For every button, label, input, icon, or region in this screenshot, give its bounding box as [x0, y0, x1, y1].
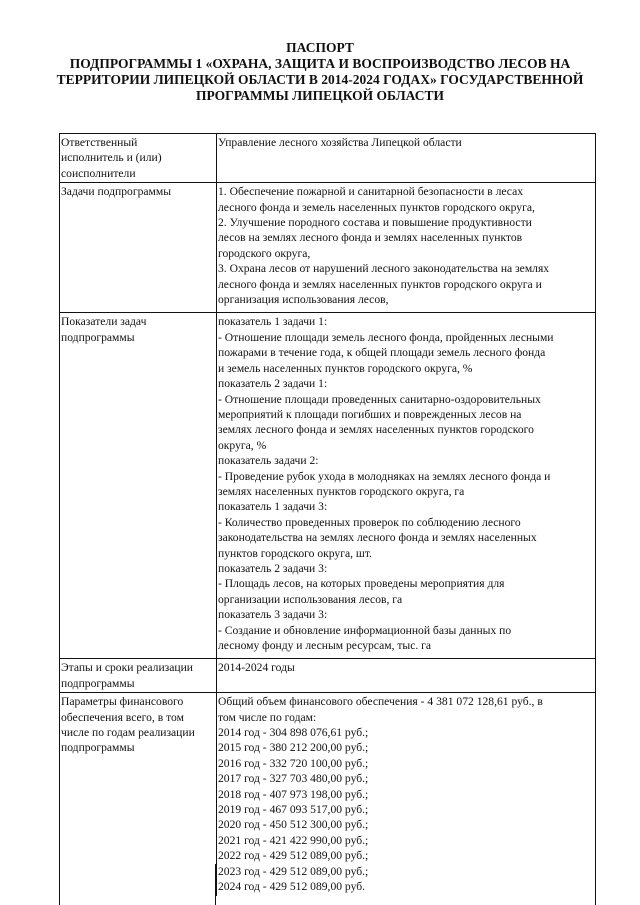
heading-line: ПОДПРОГРАММЫ 1 «ОХРАНА, ЗАЩИТА И ВОСПРОИЗВОДСТВО ЛЕСОВ НА [69, 56, 571, 71]
heading-line: ПАСПОРТ [286, 40, 354, 55]
row-content-line: лесов на землях лесного фонда и землях населенных пунктов [218, 231, 523, 245]
row-content-line: лесному фонду и лесным ресурсам, тыс. га [218, 639, 432, 652]
row-content-line: 2020 год - 450 512 300,00 руб.; [218, 818, 369, 832]
row-content-line: мероприятий к площади погибших и поврежденных лесов на [218, 407, 522, 421]
row-content-line: показатель 3 задачи 3: [218, 608, 328, 622]
row-content-cell [217, 183, 596, 313]
row-content-line: округа, % [218, 438, 267, 452]
passport-heading [40, 40, 600, 104]
row-content-line: Управление лесного хозяйства Липецкой области [218, 136, 462, 149]
row-content-line: 3. Охрана лесов от нарушений лесного законодательства на землях [218, 262, 550, 276]
passport-row [60, 134, 596, 183]
heading-line: ПРОГРАММЫ ЛИПЕЦКОЙ ОБЛАСТИ [195, 88, 445, 103]
row-content-line: 2022 год - 429 512 089,00 руб.; [218, 849, 369, 863]
row-content-cell [217, 313, 596, 659]
row-content-line: 2014 год - 304 898 076,61 руб.; [218, 726, 369, 740]
row-content-line: показатель 1 задачи 3: [218, 500, 328, 514]
row-content-line: 2024 год - 429 512 089,00 руб. [218, 880, 366, 894]
row-content-line: лесного фонда и земель населенных пунктов городского округа, [218, 200, 535, 214]
row-label-cell [60, 134, 217, 183]
row-label-line: Задачи подпрограммы [61, 185, 171, 199]
row-content-line: показатель 2 задачи 1: [218, 377, 328, 391]
row-content-cell [217, 134, 596, 183]
row-label-line: Показатели задач [61, 315, 147, 329]
row-content-line: Общий объем финансового обеспечения - 4 381 072 128,61 руб., в [218, 695, 543, 709]
row-content-line: 2023 год - 429 512 089,00 руб.; [218, 864, 369, 878]
row-content-line: землях лесного фонда и землях населенных пунктов городского [218, 423, 534, 437]
row-content-line: 2017 год - 327 703 480,00 руб.; [218, 772, 369, 786]
row-content-line: организации использования лесов, га [218, 592, 403, 606]
row-content-line: - Количество проведенных проверок по соблюдению лесного [218, 515, 521, 529]
row-content-line: 2016 год - 332 720 100,00 руб.; [218, 756, 369, 770]
row-content-line: том числе по годам: [218, 710, 317, 724]
row-label-line: Этапы и сроки реализации [61, 661, 193, 675]
passport-row [60, 183, 596, 313]
row-label-cell [60, 183, 217, 313]
row-label-line: обеспечения всего, в том [61, 710, 184, 724]
row-label-line: числе по годам реализации [61, 726, 195, 740]
row-label-line: подпрограммы [61, 741, 135, 755]
row-label-cell [60, 659, 217, 693]
row-content-line: - Площадь лесов, на которых проведены мероприятия для [218, 577, 505, 591]
row-label-cell [60, 313, 217, 659]
passport-row [60, 313, 596, 659]
row-content-line: 2015 год - 380 212 200,00 руб.; [218, 741, 369, 755]
row-content-line: 2018 год - 407 973 198,00 руб.; [218, 787, 369, 801]
row-content-line: - Отношение площади проведенных санитарно-оздоровительных [218, 392, 541, 406]
row-content-line: - Создание и обновление информационной базы данных по [218, 623, 512, 637]
passport-table [59, 133, 596, 896]
table-border-right [595, 864, 596, 905]
row-content-line: и земель населенных пунктов городского округа, % [218, 361, 473, 375]
row-content-line: городского округа, [218, 246, 311, 260]
table-border-left [59, 864, 60, 905]
row-content-line: - Отношение площади земель лесного фонда, пройденных лесными [218, 330, 554, 344]
row-content-line: 1. Обеспечение пожарной и санитарной безопасности в лесах [218, 185, 524, 199]
table-border-middle [215, 864, 216, 905]
row-content-line: землях населенных пунктов городского округа, га [218, 484, 465, 498]
row-content-line: 2019 год - 467 093 517,00 руб.; [218, 803, 369, 817]
row-content-line: показатель 1 задачи 1: [218, 315, 328, 329]
row-label-line: Ответственный [61, 136, 138, 149]
row-label-line: исполнитель и (или) [61, 151, 162, 165]
row-content-line: организация использования лесов, [218, 293, 389, 307]
row-label-line: Параметры финансового [61, 695, 184, 709]
row-content-line: пунктов городского округа, шт. [218, 546, 372, 560]
row-content-line: 2. Улучшение породного состава и повышение продуктивности [218, 216, 532, 230]
row-content-line: лесного фонда и землях населенных пунктов городского округа и [218, 277, 542, 291]
row-content-line: 2021 год - 421 422 990,00 руб.; [218, 833, 369, 847]
row-content-line: законодательства на землях лесного фонда и землях населенных [218, 531, 537, 545]
table-continuation [59, 864, 596, 905]
row-content-line: показатель 2 задачи 3: [218, 561, 328, 575]
heading-line: ТЕРРИТОРИИ ЛИПЕЦКОЙ ОБЛАСТИ В 2014-2024 ГОДАХ» ГОСУДАРСТВЕННОЙ [56, 72, 584, 87]
row-content-line: - Проведение рубок ухода в молодняках на землях лесного фонда и [218, 469, 551, 483]
row-label-line: подпрограммы [61, 676, 135, 690]
passport-row [60, 659, 596, 693]
row-content-line: 2014-2024 годы [218, 661, 295, 675]
row-label-line: подпрограммы [61, 330, 135, 344]
row-content-cell [217, 659, 596, 693]
row-content-line: показатель задачи 2: [218, 454, 319, 468]
row-content-line: пожарами в течение года, к общей площади земель лесного фонда [218, 346, 546, 360]
row-label-line: соисполнители [61, 166, 136, 180]
